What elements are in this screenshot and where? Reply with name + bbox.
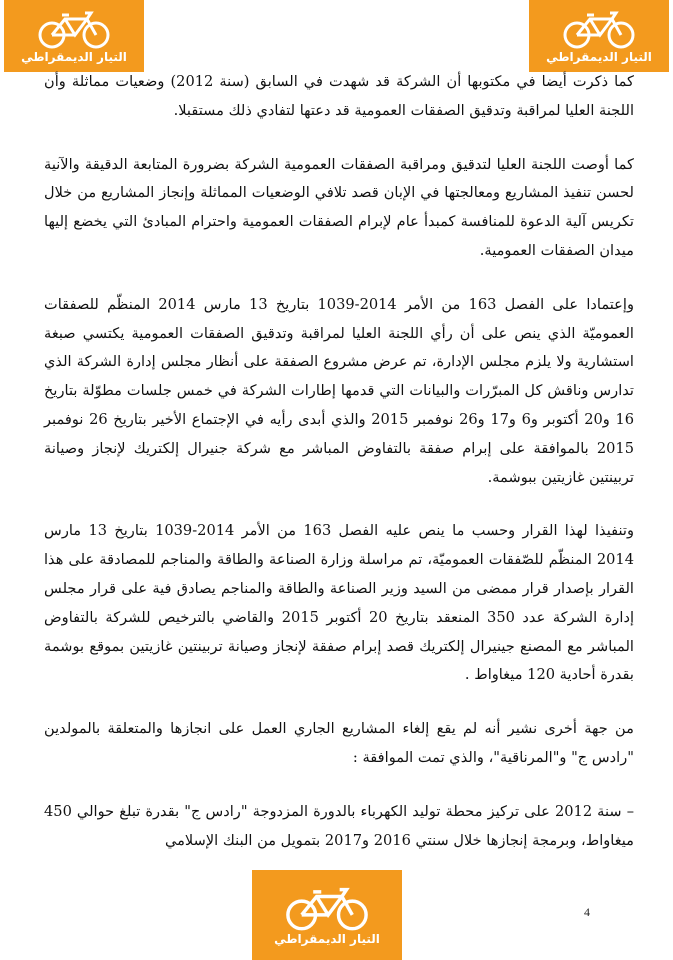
- page-number: 4: [584, 905, 590, 919]
- bicycle-icon: [282, 885, 372, 931]
- bicycle-icon: [35, 9, 113, 49]
- logo-caption: التيار الديمقراطي: [546, 49, 652, 64]
- document-body: [44, 68, 634, 855]
- bicycle-icon: [560, 9, 638, 49]
- paragraph: كما أوصت اللجنة العليا لتدقيق ومراقبة الصفقات العمومية الشركة بضرورة المتابعة الدقيقة والآنية لحسن تنفيذ المشاريع ومعالجتها في الإبان قصد تلافي الوضعيات المماثلة وإنجاز المشاريع من خلال تكريس آلية الدعوة للمنافسة كمبدأ عام لإبرام الصفقات العمومية واحترام المبادئ التي يخضع إليها ميدان الصفقات العمومية.: [44, 155, 634, 259]
- paragraph: كما ذكرت أيضا في مكتوبها أن الشركة قد شهدت في السابق (سنة 2012) وضعيات مماثلة وأن اللجنة العليا لمراقبة وتدقيق الصفقات العمومية قد دعتها لتفادي ذلك مستقبلا.: [44, 73, 634, 119]
- party-logo-top-right: [529, 0, 669, 72]
- party-logo-top-left: [4, 0, 144, 72]
- bullet-item: – سنة 2012 على تركيز محطة توليد الكهرباء بالدورة المزدوجة "رادس ج" بقدرة تبلغ حوالي 450 ميغاواط، وبرمجة إنجازها خلال سنتي 2016 و2017 بتمويل من البنك الإسلامي: [44, 802, 635, 849]
- logo-caption: التيار الديمقراطي: [21, 49, 127, 64]
- party-logo-bottom: [252, 870, 402, 960]
- paragraph: وتنفيذا لهذا القرار وحسب ما ينص عليه الفصل 163 من الأمر 2014-1039 بتاريخ 13 مارس 2014 المنظّم للصّفقات العموميّة، تم مراسلة وزارة الصناعة والطاقة والمناجم للمصادقة على هذا القرار بإصدار قرار ممضى من السيد وزير الصناعة والطاقة والمناجم يصادق فية على قرار مجلس إدارة الشركة عدد 350 المنعقد بتاريخ 20 أكتوبر 2015 والقاضي بالترخيص للشركة بالتفاوض المباشر مع المصنع جينيرال إلكتريك قصد إبرام صفقة لإنجاز وصيانة تربينتين غازيتين بموقع بوشمة بقدرة أحادية 120 ميغاواط .: [44, 522, 635, 684]
- paragraph: من جهة أخرى نشير أنه لم يقع إلغاء المشاريع الجاري العمل على انجازها والمتعلقة بالمولدين "رادس ج" و"المرناقية"، والذي تمت الموافقة :: [44, 720, 634, 766]
- paragraph: وإعتمادا على الفصل 163 من الأمر 2014-1039 بتاريخ 13 مارس 2014 المنظّم للصفقات العموميّة الذي ينص على أن رأي اللجنة العليا لمراقبة وتدقيق الصفقات العمومية يكتسي صبغة استشارية ولا يلزم مجلس الإدارة، تم عرض مشروع الصفقة على أنظار مجلس إدارة الشركة الذي تدارس وناقش كل المبرّرات والبيانات التي قدمها إطارات الشركة في خمس جلسات مطوّلة بتاريخ 16 و20 أكتوبر و6 و17 و26 نوفمبر 2015 والذي أبدى رأيه في الإجتماع الأخير بتاريخ 26 نوفمبر 2015 بالموافقة على إبرام صفقة بالتفاوض المباشر مع شركة جنيرال إلكتريك لإنجاز وصيانة تربينتين غازيتين ببوشمة.: [44, 295, 635, 486]
- logo-caption: التيار الديمقراطي: [274, 931, 380, 946]
